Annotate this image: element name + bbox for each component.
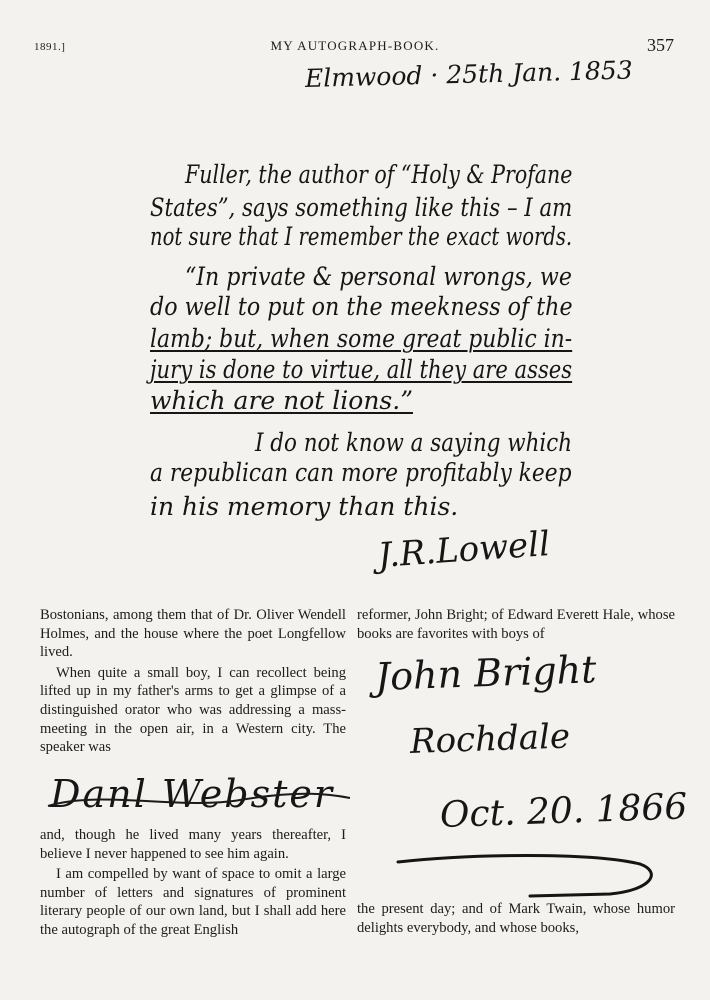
letter-line: in his memory than this.	[150, 492, 459, 521]
letter-line: not sure that I remember the exact words.	[150, 222, 573, 251]
paragraph: Bostonians, among them that of Dr. Oliver Wendell Holmes, and the house where the poet Longfellow lived.	[40, 607, 346, 661]
letter-line: do well to put on the meekness of the	[150, 292, 573, 321]
letter-dateline: Elmwood · 25th Jan. 1853	[304, 55, 634, 93]
left-column-top	[40, 606, 346, 757]
letter-line: States”, says something like this – I am	[150, 193, 573, 222]
letter-line: which are not lions.”	[150, 386, 413, 415]
letter-line: a republican can more profitably keep	[150, 458, 572, 487]
letter-line: I do not know a saying which	[255, 428, 573, 457]
page-number: 357	[647, 35, 674, 55]
webster-flourish	[40, 780, 360, 820]
paragraph: and, though he lived many years thereafter, I believe I never happened to see him again.	[40, 827, 346, 862]
letter-line: lamb; but, when some great public in-	[150, 324, 573, 353]
header-year: 1891.]	[34, 41, 66, 53]
left-column-bottom	[40, 826, 346, 940]
bright-signature: John Bright	[374, 647, 598, 699]
signature-flourish	[390, 846, 670, 906]
right-column-top	[357, 606, 675, 643]
bright-date: Oct. 20. 1866	[439, 786, 688, 836]
header-title: MY AUTOGRAPH-BOOK.	[270, 38, 440, 53]
paragraph: I am compelled by want of space to omit a large number of letters and signatures of prominent literary people of our own land, but I shall add here the autograph of the great English	[40, 866, 346, 938]
paragraph: reformer, John Bright; of Edward Everett Hale, whose books are favorites with boys of	[357, 607, 675, 642]
letter-line: “In private & personal wrongs, we	[185, 262, 572, 291]
bright-place: Rochdale	[409, 716, 571, 762]
lowell-signature: J.R.Lowell	[376, 524, 552, 576]
paragraph: the present day; and of Mark Twain, whose humor delights everybody, and whose books,	[357, 901, 675, 936]
paragraph: When quite a small boy, I can recollect being lifted up in my father's arms to get a glimpse of a distinguished orator who was addressing a mass-meeting in the open air, in a Western city. The speaker was	[40, 664, 346, 756]
letter-line: jury is done to virtue, all they are asses	[150, 355, 573, 384]
letter-line: Fuller, the author of “Holy & Profane	[185, 160, 573, 189]
right-column-bottom	[357, 900, 675, 937]
webster-signature: Danl Webster	[50, 772, 335, 816]
